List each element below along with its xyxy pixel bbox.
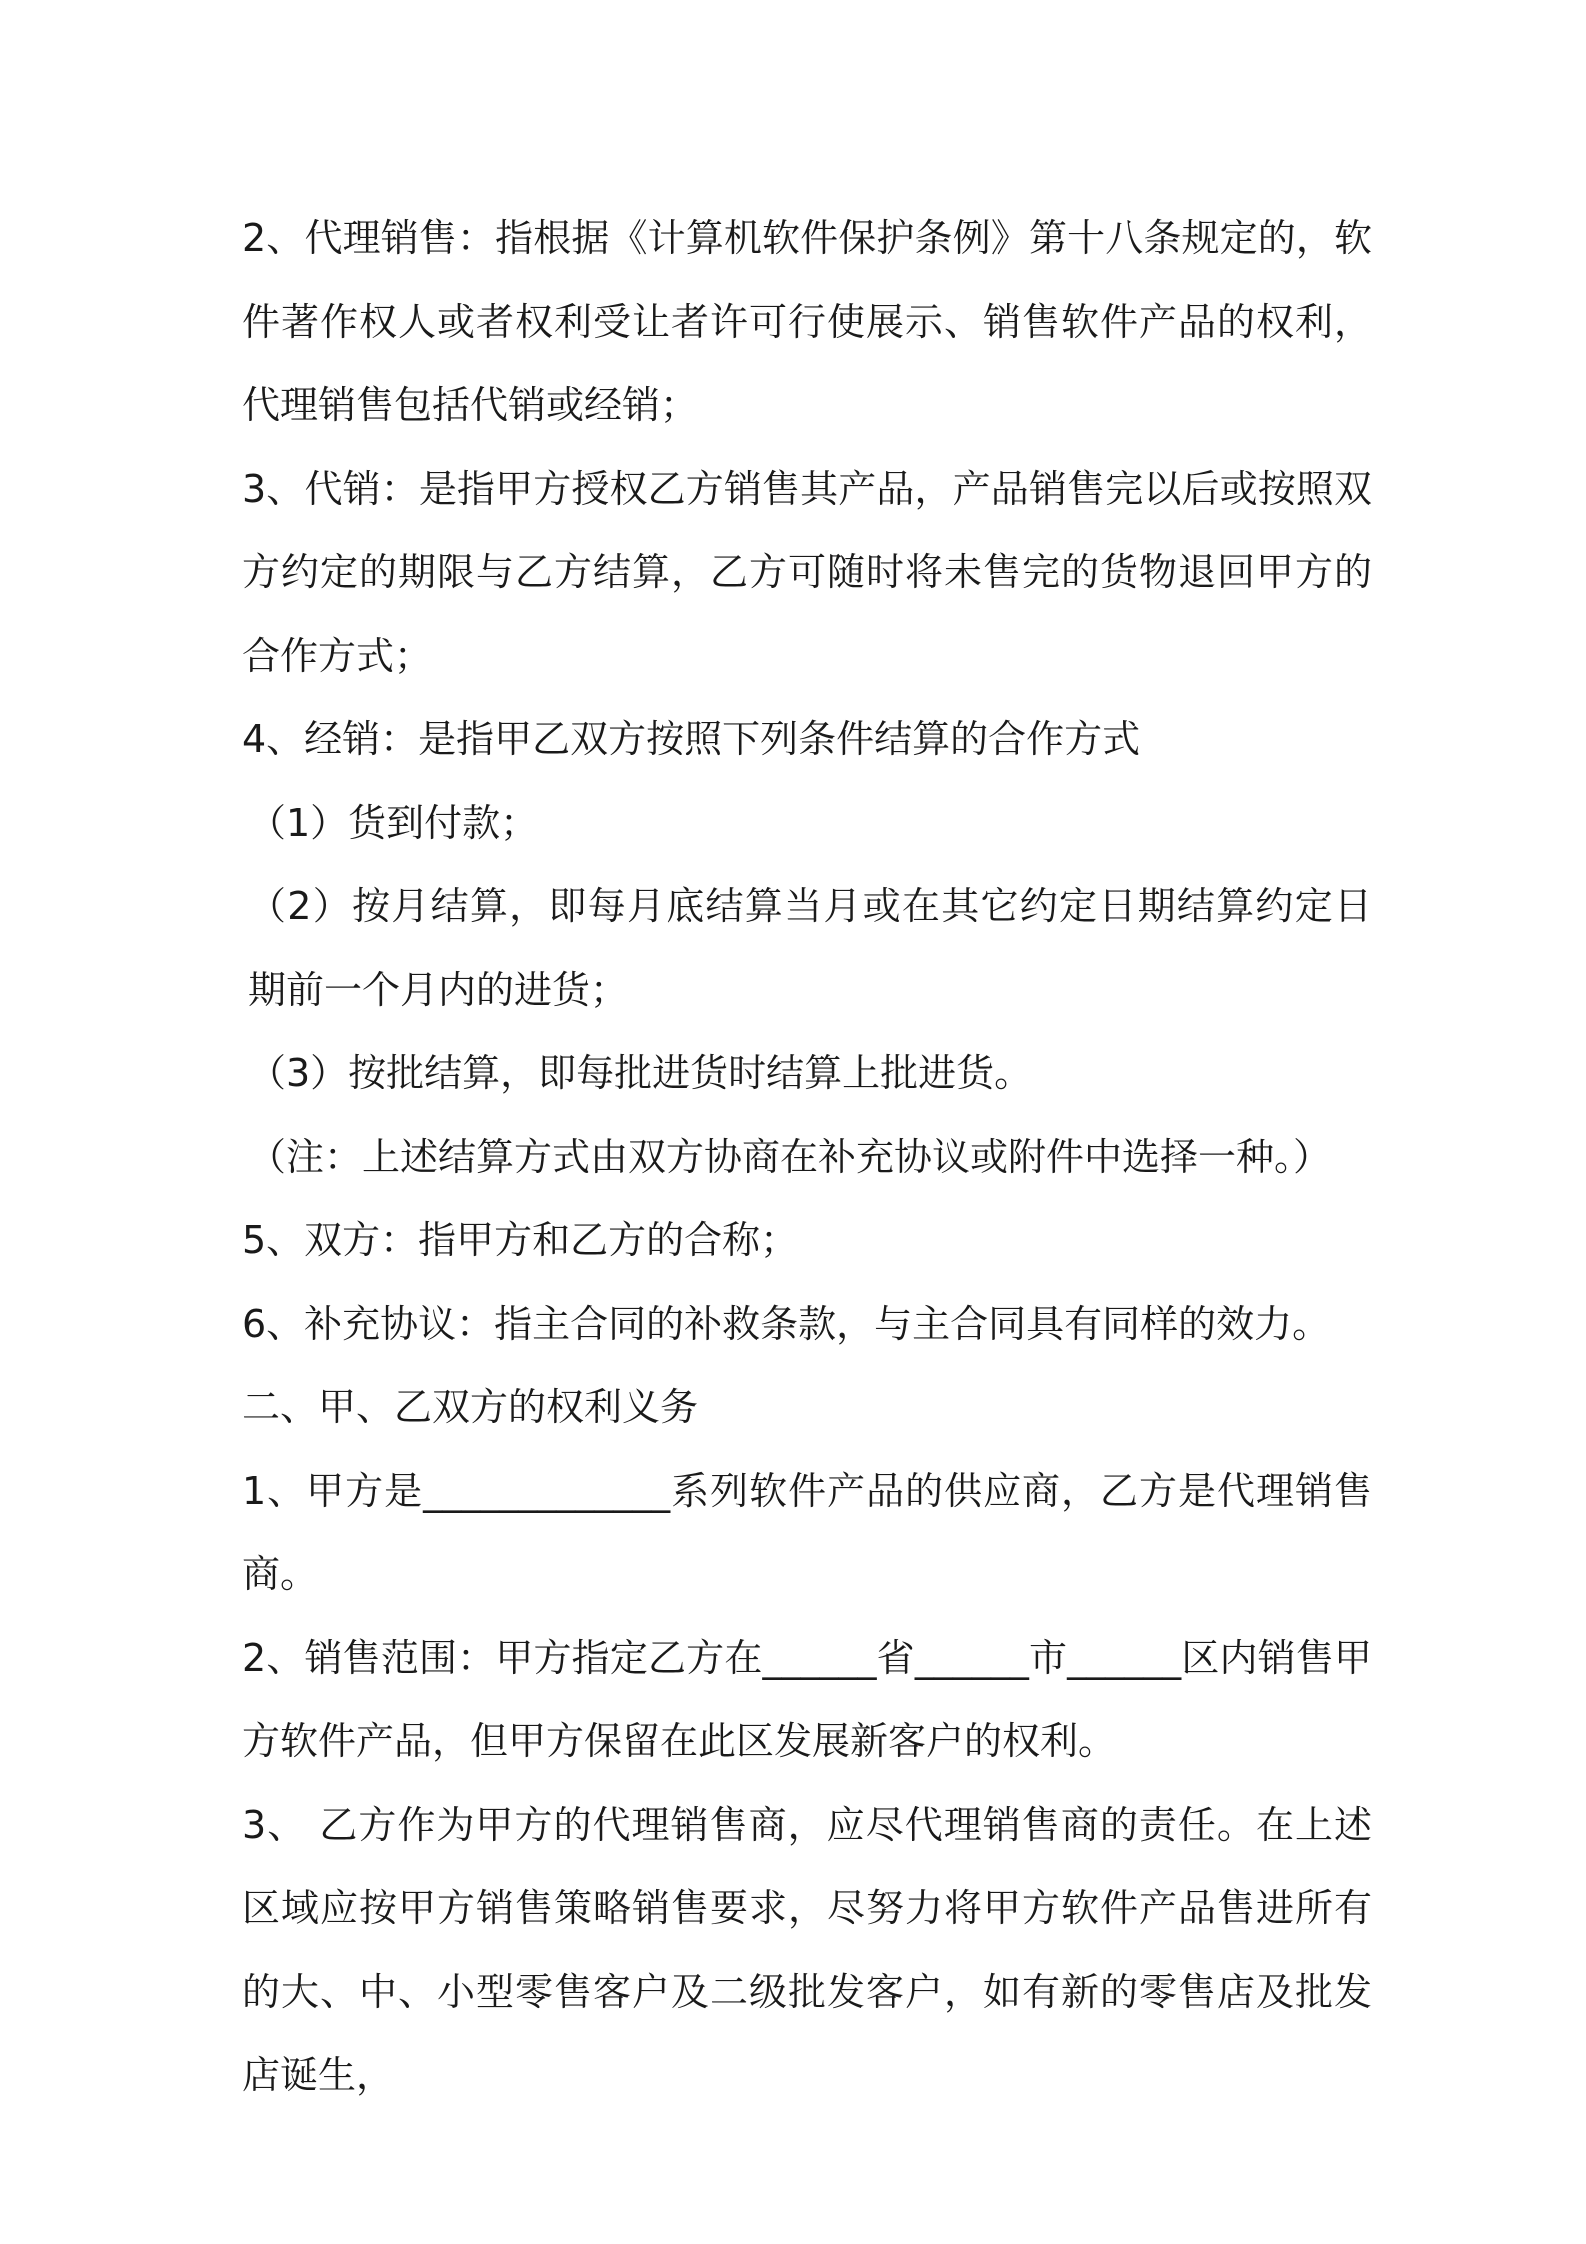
clause-both-parties: 5、双方：指甲方和乙方的合称； <box>242 1218 799 1262</box>
clause-distribution: 4、经销：是指甲乙双方按照下列条件结算的合作方式 <box>242 717 1141 761</box>
settlement-note: （注：上述结算方式由双方协商在补充协议或附件中选择一种。） <box>248 1134 1332 1179</box>
settlement-option-per-batch: （3）按批结算，即每批进货时结算上批进货。 <box>248 1051 1033 1095</box>
settlement-option-monthly: （2）按月结算，即每月底结算当月或在其它约定日期结算约定日期前一个月内的进货； <box>248 884 1372 1012</box>
clause-consignment: 3、代销：是指甲方授权乙方销售其产品，产品销售完以后或按照双方约定的期限与乙方结算，乙方可随时将未售完的货物退回甲方的合作方式； <box>242 466 1372 678</box>
clause-agent-responsibility: 3、 乙方作为甲方的代理销售商，应尽代理销售商的责任。在上述区域应按甲方销售策略销售要求，尽努力将甲方软件产品售进所有的大、中、小型零售客户及二级批发客户，如有新的零售店及批发店诞生， <box>242 1802 1372 2097</box>
section-heading-rights-obligations: 二、甲、乙双方的权利义务 <box>242 1385 699 1429</box>
settlement-option-cash-on-delivery: （1）货到付款； <box>248 800 539 845</box>
clause-sales-territory: 2、销售范围：甲方指定乙方在______省______市______区内销售甲方软件产品，但甲方保留在此区发展新客户的权利。 <box>242 1635 1372 1763</box>
clause-agency-sales: 2、代理销售：指根据《计算机软件保护条例》第十八条规定的，软件著作权人或者权利受让者许可行使展示、销售软件产品的权利，代理销售包括代销或经销； <box>242 216 1372 427</box>
clause-supplementary-agreement: 6、补充协议：指主合同的补救条款，与主合同具有同样的效力。 <box>242 1301 1331 1346</box>
contract-body <box>242 197 1372 2118</box>
clause-supplier-and-agent: 1、甲方是_____________系列软件产品的供应商，乙方是代理销售商。 <box>242 1468 1372 1596</box>
